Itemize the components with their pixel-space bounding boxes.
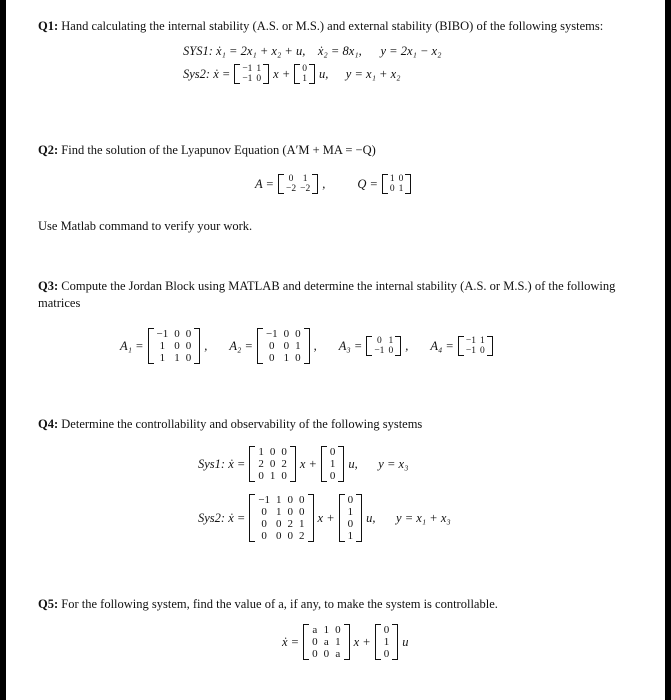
q5-u: u <box>402 634 409 649</box>
matrix-body <box>263 328 304 364</box>
matrix-body <box>309 624 344 660</box>
matrix-entry: 1 <box>256 64 262 74</box>
q2-Q-matrix <box>382 174 412 194</box>
matrix-entry: 1 <box>174 352 180 364</box>
q4-heading: Q4: <box>38 417 59 431</box>
matrix-entry: 0 <box>283 328 290 340</box>
q1-sys2-A-matrix <box>234 64 269 84</box>
matrix-body <box>327 446 339 482</box>
matrix-entry: 0 <box>398 174 404 184</box>
matrix-entry: 0 <box>261 506 267 518</box>
q2-A-label: A = <box>255 176 274 191</box>
matrix-entry: −1 <box>242 74 253 84</box>
matrix-entry: 0 <box>312 648 318 660</box>
matrix-body <box>381 624 393 660</box>
matrix-entry: 1 <box>323 624 330 636</box>
matrix-right-bracket <box>392 624 398 660</box>
matrix-entry: 0 <box>269 340 275 352</box>
matrix-entry: 0 <box>312 636 318 648</box>
matrix-entry: −1 <box>242 64 253 74</box>
matrix-entry: 0 <box>261 530 267 542</box>
q4-prompt <box>38 416 648 433</box>
matrix-entry: 1 <box>388 336 394 346</box>
matrix-entry: 1 <box>398 184 404 194</box>
matrix-body <box>345 494 357 542</box>
matrix-entry: 1 <box>276 506 282 518</box>
q1-heading: Q1: <box>38 19 59 33</box>
q3-comma-2: , <box>313 338 317 353</box>
matrix-entry: 0 <box>347 494 354 506</box>
q2-A-matrix <box>278 174 318 194</box>
matrix-entry: 0 <box>287 506 294 518</box>
matrix-entry: a <box>323 636 329 648</box>
matrix-entry: −1 <box>258 494 271 506</box>
q3-A2-label: A₂ = <box>229 338 253 353</box>
matrix-entry: 0 <box>288 174 294 184</box>
matrix-entry: −2 <box>285 184 297 194</box>
matrix-right-bracket <box>344 624 350 660</box>
matrix-entry: 0 <box>388 346 394 356</box>
q2-prompt <box>38 142 648 159</box>
q4-sys2-label: Sys2: ẋ = <box>198 510 246 525</box>
q4-sys1-output: y = x₃ <box>378 456 409 471</box>
matrix-entry: −1 <box>465 336 476 346</box>
q2-Q-label: Q = <box>357 176 378 191</box>
matrix-entry: 0 <box>347 518 354 530</box>
matrix-entry: 0 <box>329 470 336 482</box>
matrix-entry: 1 <box>276 494 282 506</box>
q1-sys2-output: y = x₁ + x₂ <box>345 66 401 81</box>
q4-sys2-output: y = x₁ + x₃ <box>396 510 451 525</box>
matrix-entry: a <box>335 648 341 660</box>
q2-comma: , <box>322 176 326 191</box>
matrix-entry: a <box>312 624 318 636</box>
matrix-right-bracket <box>308 494 314 542</box>
q5-A-matrix <box>303 624 350 660</box>
matrix-entry: 0 <box>174 328 180 340</box>
q3-A1-label: A₁ = <box>120 338 144 353</box>
matrix-right-bracket <box>338 446 344 482</box>
matrix-right-bracket <box>356 494 362 542</box>
matrix-entry: 1 <box>335 636 341 648</box>
q2-heading: Q2: <box>38 143 59 157</box>
matrix-entry: 1 <box>299 518 305 530</box>
matrix-entry: 0 <box>389 184 395 194</box>
q3-A2-matrix <box>257 328 310 364</box>
matrix-entry: 1 <box>269 470 276 482</box>
matrix-right-bracket <box>304 328 310 364</box>
matrix-entry: 2 <box>287 518 294 530</box>
matrix-entry: 0 <box>185 352 192 364</box>
matrix-entry: 2 <box>299 530 305 542</box>
q4-sys2-u: u, <box>366 510 376 525</box>
q1-sys2 <box>183 64 401 84</box>
matrix-entry: 0 <box>383 624 390 636</box>
q1-sys2-u: u, <box>319 66 329 81</box>
q1-sys1 <box>183 44 441 59</box>
matrix-entry: −2 <box>300 184 311 194</box>
matrix-entry: 0 <box>323 648 330 660</box>
matrix-entry: 0 <box>383 648 390 660</box>
matrix-entry: 0 <box>295 328 301 340</box>
q1-sys1-eq2: ẋ₂ = 8x₁, <box>317 44 362 58</box>
q4-sys1-A-matrix <box>249 446 296 482</box>
right-border <box>665 0 671 700</box>
matrix-entry: 1 <box>479 336 485 346</box>
matrix-body <box>388 174 406 194</box>
matrix-entry: 0 <box>302 64 308 74</box>
matrix-entry: 0 <box>335 624 341 636</box>
matrix-body <box>255 446 290 482</box>
matrix-body <box>284 174 312 194</box>
matrix-entry: 0 <box>479 346 485 356</box>
q4-sys1-u: u, <box>348 456 358 471</box>
matrix-entry: −1 <box>465 346 476 356</box>
q1-text: Hand calculating the internal stability (A.S. or M.S.) and external stability (BIBO) of the following systems: <box>61 19 604 33</box>
matrix-body <box>464 336 487 356</box>
matrix-entry: 2 <box>281 458 287 470</box>
q5-plus: x + <box>353 634 371 649</box>
q5-heading: Q5: <box>38 597 59 611</box>
q5-system <box>282 624 408 660</box>
q1-sys1-eq1: ẋ₁ = 2x₁ + x₂ + u, <box>216 44 306 58</box>
q3-A3-matrix <box>366 336 401 356</box>
q4-sys1-label: Sys1: ẋ = <box>198 456 246 471</box>
matrix-entry: 0 <box>256 74 262 84</box>
matrix-right-bracket <box>405 174 411 194</box>
matrix-right-bracket <box>309 64 315 84</box>
q2-note: Use Matlab command to verify your work. <box>38 219 253 233</box>
matrix-entry: −1 <box>156 328 169 340</box>
matrix-entry: 1 <box>389 174 395 184</box>
matrix-entry: 1 <box>159 352 166 364</box>
q3-A3-label: A₃ = <box>338 338 363 353</box>
matrix-entry: 1 <box>283 352 290 364</box>
q2-text: Find the solution of the Lyapunov Equation (A′M + MA = −Q) <box>61 143 376 157</box>
matrix-entry: 0 <box>295 352 301 364</box>
left-border <box>0 0 6 700</box>
matrix-entry: 1 <box>383 636 390 648</box>
q4-sys2-B-matrix <box>339 494 363 542</box>
q3-A1-matrix <box>148 328 201 364</box>
q4-sys1 <box>198 446 408 482</box>
matrix-entry: 0 <box>287 530 294 542</box>
q5-label: ẋ = <box>282 634 300 649</box>
matrix-body <box>154 328 195 364</box>
matrix-entry: −1 <box>374 346 385 356</box>
q5-text: For the following system, find the value of a, if any, to make the system is controllable. <box>61 597 498 611</box>
q1-prompt <box>38 18 648 35</box>
q2-matrices <box>255 174 411 194</box>
matrix-entry: 0 <box>377 336 382 346</box>
matrix-entry: 1 <box>329 458 336 470</box>
q3-comma-3: , <box>405 338 409 353</box>
q3-comma-1: , <box>204 338 208 353</box>
matrix-right-bracket <box>487 336 493 356</box>
q1-sys2-plus: x + <box>273 66 291 81</box>
matrix-entry: 2 <box>258 458 264 470</box>
q4-sys1-B-matrix <box>321 446 345 482</box>
q4-sys2-A-matrix <box>249 494 313 542</box>
q3-heading: Q3: <box>38 279 59 293</box>
matrix-entry: 1 <box>347 530 354 542</box>
q1-sys1-label: SYS1: <box>183 44 213 58</box>
matrix-entry: 1 <box>295 340 301 352</box>
q3-text: Compute the Jordan Block using MATLAB and determine the internal stability (A.S. or M.S.) of the following matrices <box>38 279 616 310</box>
matrix-right-bracket <box>290 446 296 482</box>
matrix-right-bracket <box>194 328 200 364</box>
q1-sys1-eq3: y = 2x₁ − x₂ <box>380 44 442 58</box>
q4-sys2-plus: x + <box>317 510 335 525</box>
q3-A4-matrix <box>458 336 493 356</box>
matrix-entry: 0 <box>269 446 276 458</box>
matrix-body <box>240 64 263 84</box>
matrix-right-bracket <box>312 174 318 194</box>
matrix-entry: 0 <box>269 458 276 470</box>
q4-text: Determine the controllability and observability of the following systems <box>61 417 423 431</box>
q3-matrices <box>120 328 493 364</box>
matrix-entry: 1 <box>302 74 308 84</box>
matrix-entry: 1 <box>302 174 308 184</box>
matrix-body <box>372 336 395 356</box>
q3-prompt <box>38 278 648 312</box>
q5-B-matrix <box>375 624 399 660</box>
q1-sys2-B-matrix <box>294 64 315 84</box>
matrix-right-bracket <box>263 64 269 84</box>
matrix-entry: 0 <box>261 518 267 530</box>
matrix-entry: 0 <box>276 518 282 530</box>
matrix-entry: 0 <box>174 340 180 352</box>
matrix-entry: 0 <box>283 340 290 352</box>
matrix-entry: 0 <box>185 328 192 340</box>
matrix-entry: 1 <box>347 506 354 518</box>
matrix-entry: 0 <box>281 470 287 482</box>
matrix-entry: 0 <box>258 470 264 482</box>
q3-A4-label: A₄ = <box>430 338 454 353</box>
matrix-entry: 1 <box>258 446 264 458</box>
q4-sys2 <box>198 494 451 542</box>
q1-sys2-label: Sys2: ẋ = <box>183 66 231 81</box>
matrix-entry: 0 <box>299 506 305 518</box>
matrix-entry: 0 <box>281 446 287 458</box>
matrix-right-bracket <box>395 336 401 356</box>
q5-prompt <box>38 596 648 613</box>
matrix-entry: −1 <box>265 328 278 340</box>
q4-sys1-plus: x + <box>299 456 317 471</box>
matrix-entry: 1 <box>159 340 166 352</box>
matrix-entry: 0 <box>299 494 305 506</box>
matrix-body <box>255 494 307 542</box>
matrix-entry: 0 <box>276 530 282 542</box>
matrix-entry: 0 <box>329 446 336 458</box>
matrix-entry: 0 <box>185 340 192 352</box>
matrix-body <box>300 64 309 84</box>
matrix-entry: 0 <box>287 494 294 506</box>
matrix-entry: 0 <box>269 352 275 364</box>
